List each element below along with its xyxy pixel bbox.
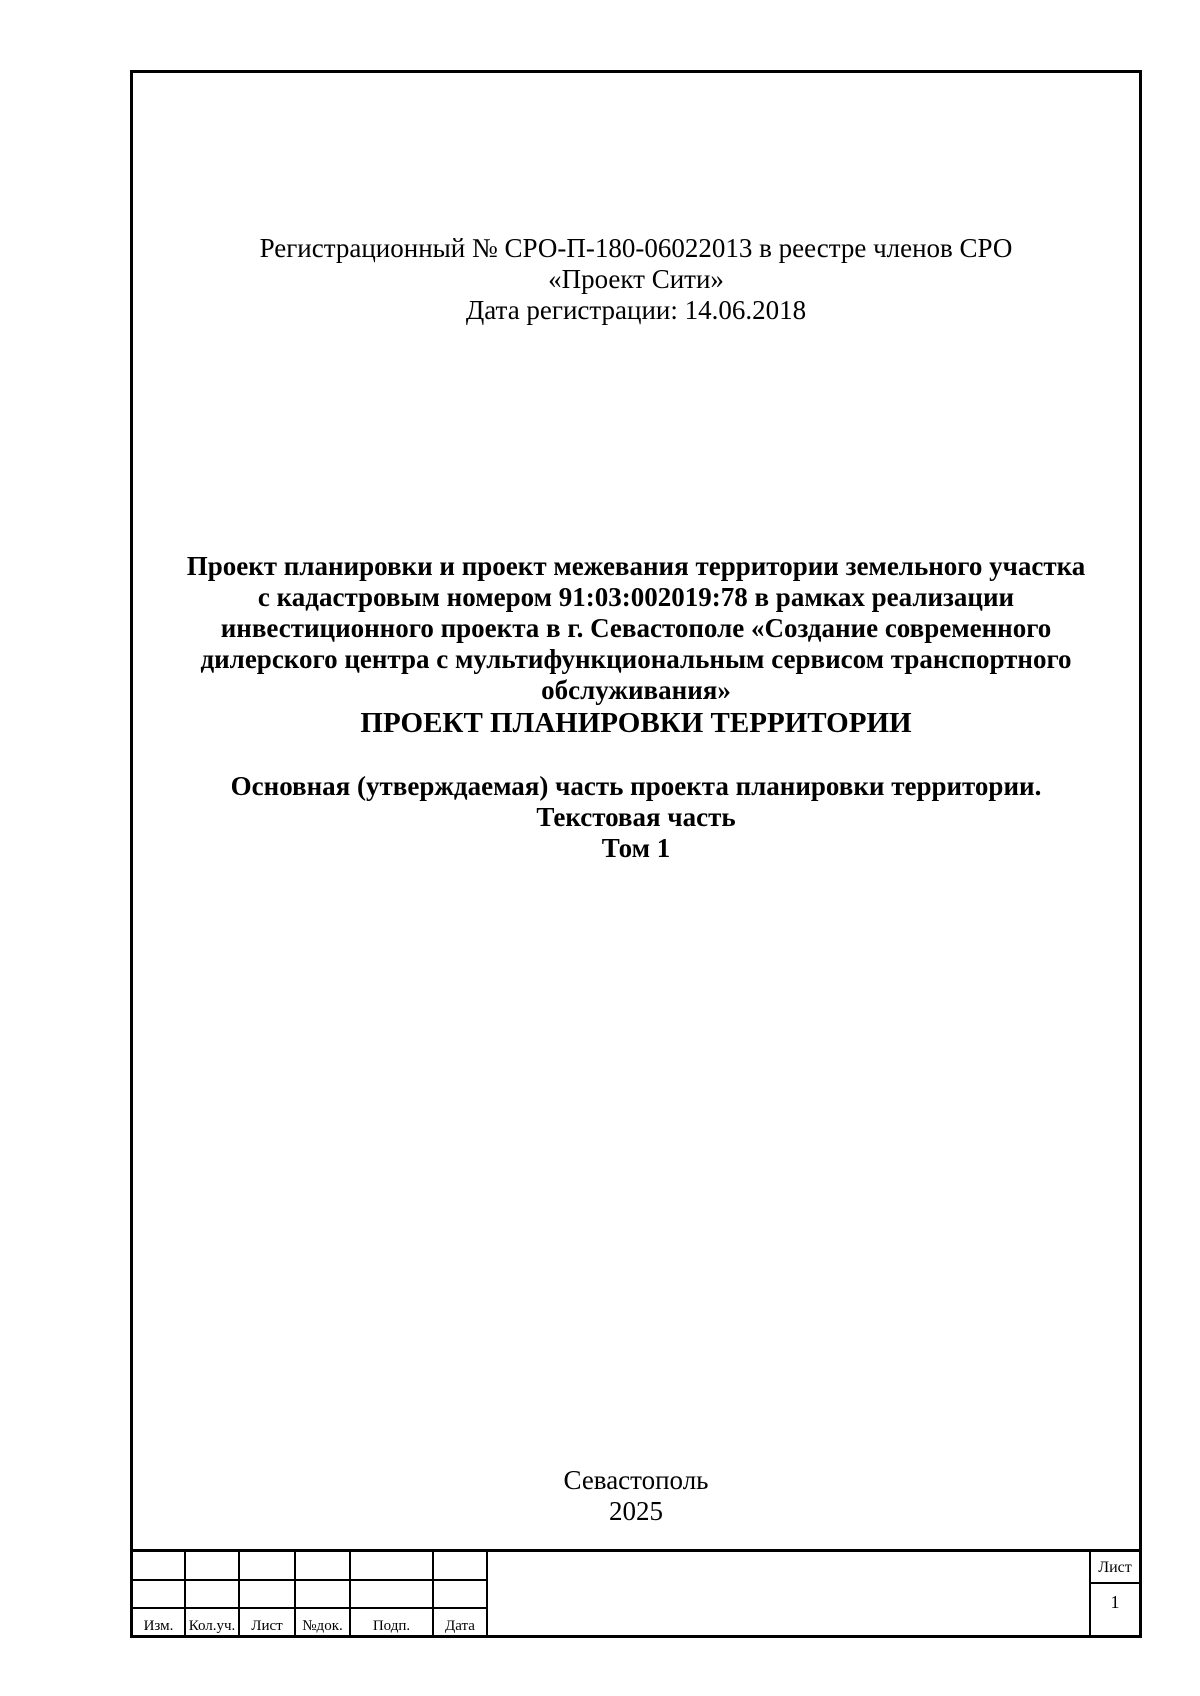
stamp-header-izm: Изм.	[133, 1608, 185, 1635]
stamp-cell	[133, 1552, 185, 1580]
registration-block	[133, 233, 1139, 326]
stamp-cell	[433, 1580, 487, 1608]
sheet-box	[1089, 1552, 1139, 1635]
title-line: дилерского центра с мультифункциональным сервисом транспортного	[200, 644, 1072, 674]
volume-title: Том 1	[601, 833, 671, 863]
stamp-cell	[133, 1580, 185, 1608]
stamp-cell	[185, 1552, 239, 1580]
sheet-label: Лист	[1091, 1552, 1139, 1584]
stamp-cell	[185, 1580, 239, 1608]
section-title: ПРОЕКТ ПЛАНИРОВКИ ТЕРРИТОРИИ	[360, 707, 912, 739]
footer-block	[133, 1465, 1139, 1527]
part-title: Основная (утверждаемая) часть проекта планировки территории.	[230, 771, 1042, 801]
stamp-cell	[239, 1580, 295, 1608]
registration-organization: «Проект Сити»	[548, 264, 724, 294]
document-title-block	[133, 551, 1139, 864]
stamp-cell	[295, 1580, 350, 1608]
stamp-header-kol-uch: Кол.уч.	[185, 1608, 239, 1635]
stamp-header-podp: Подп.	[350, 1608, 433, 1635]
title-line: обслуживания»	[541, 675, 731, 705]
title-line: Проект планировки и проект межевания территории земельного участка	[186, 551, 1086, 581]
stamp-table	[133, 1552, 488, 1635]
stamp-header-ndok: №док.	[295, 1608, 350, 1635]
stamp-cell	[350, 1580, 433, 1608]
stamp-cell	[350, 1552, 433, 1580]
page-frame	[130, 70, 1142, 1638]
subpart-title: Текстовая часть	[536, 802, 736, 832]
stamp-cell	[239, 1552, 295, 1580]
stamp-cell	[295, 1552, 350, 1580]
title-stamp	[133, 1549, 1139, 1635]
title-line: инвестиционного проекта в г. Севастополе «Создание современного	[220, 613, 1052, 643]
registration-number: Регистрационный № СРО-П-180-06022013 в реестре членов СРО	[259, 233, 1013, 263]
stamp-cell	[433, 1552, 487, 1580]
sheet-number: 1	[1110, 1592, 1120, 1612]
stamp-header-list: Лист	[239, 1608, 295, 1635]
registration-date: Дата регистрации: 14.06.2018	[465, 295, 807, 325]
title-line: с кадастровым номером 91:03:002019:78 в рамках реализации	[257, 582, 1015, 612]
spacer	[133, 741, 1139, 771]
stamp-header-data: Дата	[433, 1608, 487, 1635]
city: Севастополь	[563, 1465, 709, 1495]
year: 2025	[609, 1496, 663, 1526]
